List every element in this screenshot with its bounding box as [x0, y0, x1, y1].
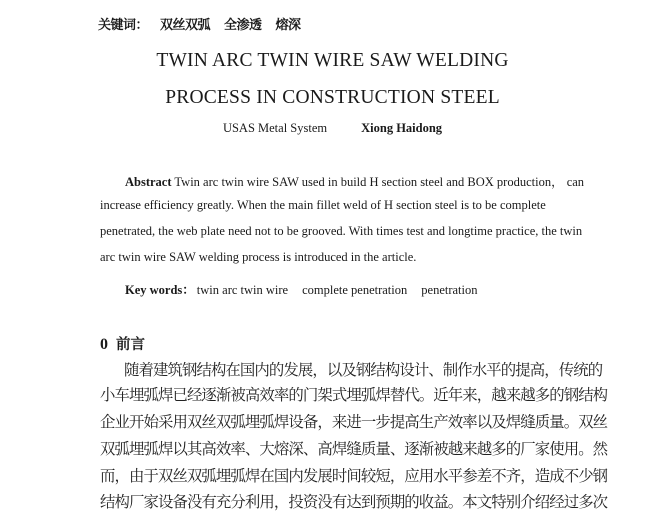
body-text-line: 企业开始采用双丝双弧埋弧焊设备，来进一步提高生产效率以及焊缝质量。双丝 — [100, 413, 608, 431]
chinese-keyword: 双丝双弧 — [160, 18, 211, 33]
english-keywords — [125, 280, 478, 298]
abstract-label: Abstract — [125, 175, 172, 189]
abstract-line — [125, 172, 585, 190]
affiliation: USAS Metal System — [222, 121, 328, 135]
author-block — [0, 121, 665, 136]
body-text-line: 随着建筑钢结构在国内的发展，以及钢结构设计、制作水平的提高，传统的 — [124, 361, 603, 379]
chinese-keyword: 全渗透 — [224, 18, 262, 33]
section-number: 0 — [100, 336, 108, 353]
paper-title-line-1: TWIN ARC TWIN WIRE SAW WELDING — [156, 50, 509, 71]
section-title: 前言 — [116, 337, 145, 353]
chinese-keywords-label: 关键词： — [98, 18, 149, 33]
english-keywords-label: Key words： — [125, 283, 195, 297]
chinese-keywords — [98, 14, 301, 33]
cutoff-text-line — [95, 0, 555, 4]
paper-title-line-2: PROCESS IN CONSTRUCTION STEEL — [165, 87, 500, 108]
abstract-line: arc twin wire SAW welding process is introduced in the article. — [100, 250, 417, 264]
english-keyword: twin arc twin wire — [196, 283, 289, 297]
section-heading — [100, 333, 145, 354]
author-name: Xiong Haidong — [361, 121, 443, 135]
body-text-line: 结构厂家设备没有充分利用，投资没有达到预期的收益。本文特别介绍经过多次 — [100, 493, 608, 511]
chinese-keyword: 熔深 — [275, 18, 301, 33]
abstract-text: Twin arc twin wire SAW used in build H section steel and BOX production， can — [174, 175, 585, 189]
abstract-line: penetrated, the web plate need not to be grooved. With times test and longtime practice, the twin — [100, 224, 583, 238]
body-text-line: 而，由于双丝双弧埋弧焊在国内发展时间较短，应用水平参差不齐，造成不少钢 — [100, 467, 608, 485]
body-text-line: 小车埋弧焊已经逐渐被高效率的门架式埋弧焊替代。近年来，越来越多的钢结构 — [100, 386, 608, 404]
english-keyword: complete penetration — [302, 283, 408, 297]
body-text-line: 双弧埋弧焊以其高效率、大熔深、高焊缝质量、逐渐被越来越多的厂家使用。然 — [100, 440, 608, 458]
abstract-line: increase efficiency greatly. When the main fillet weld of H section steel is to be complete — [100, 198, 546, 212]
english-keyword: penetration — [421, 283, 478, 297]
